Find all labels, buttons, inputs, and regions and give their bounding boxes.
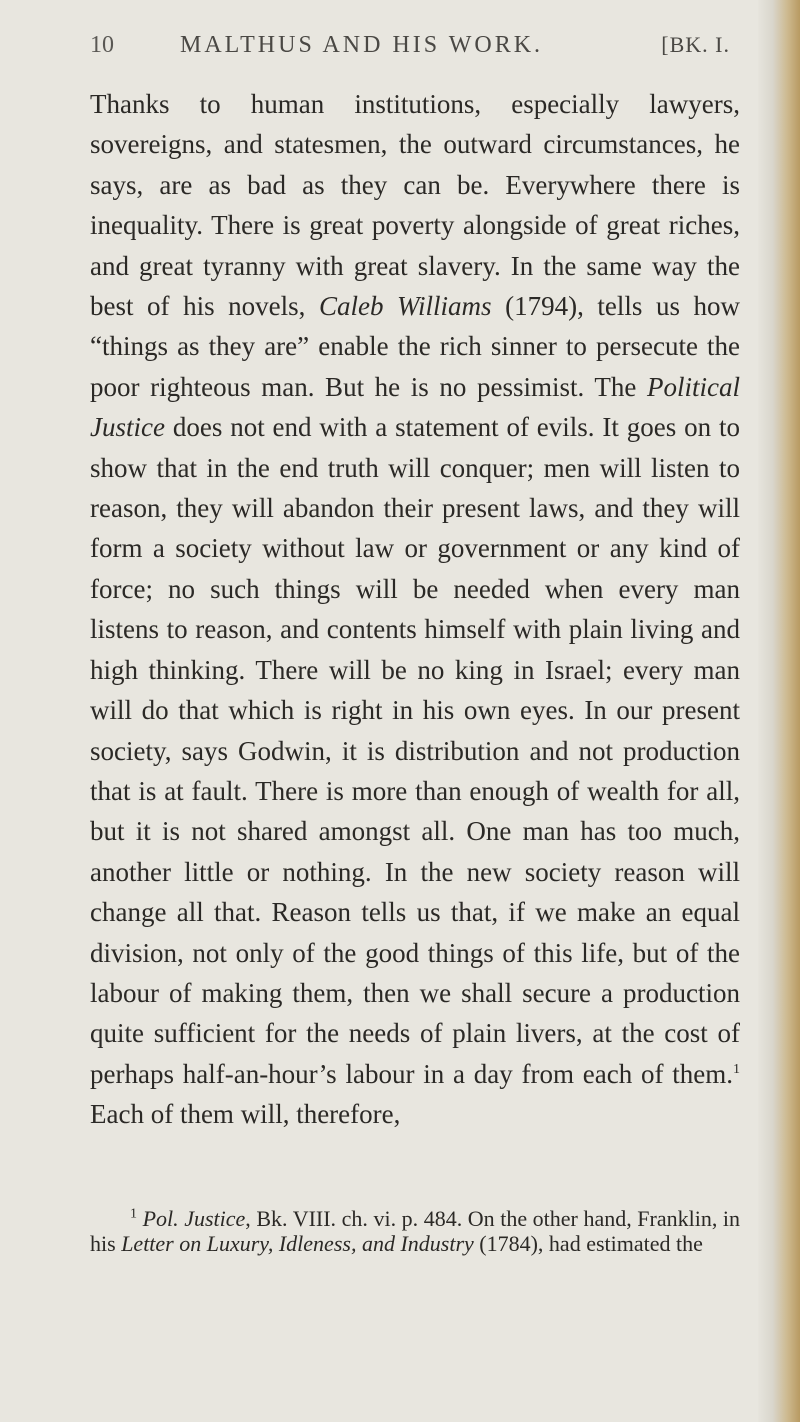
footnote (90, 1206, 740, 1256)
body-text-part: (1794), tells us how “things as they are” enable the rich sinner to persecute the poor righteous man. But he is no pessimist. The (90, 291, 741, 402)
body-text-part: does not end with a statement of evils. It goes on to show that in the end truth will conquer; men will listen to reason, they will abandon their present laws, and they will form a society without law or government or any kind of force; no such things will be needed when every man listens to reason, and contents himself with plain living and high thinking. There will be no king in Israel; every man will do that which is right in his own eyes. In our present society, says Godwin, it is distribution and not production that is at fault. There is more than enough of wealth for all, but it is not shared amongst all. One man has too much, another little or nothing. In the new society reason will change all that. Reason tells us that, if we make an equal division, not only of the good things of this life, but of the labour of making them, then we shall secure a production quite sufficient for the needs of plain livers, at the cost of perhaps half-an-hour’s labour in a day from each of them. (90, 412, 740, 1089)
body-paragraph (90, 84, 740, 1135)
footnote-reference: 1 (733, 1061, 740, 1077)
body-text-part: Each of them will, therefore, (90, 1099, 401, 1130)
page-number: 10 (90, 32, 114, 58)
page-edge (758, 0, 800, 1422)
book-reference: [BK. I. (661, 32, 730, 57)
footnote-text-part: (1784), had estimated the (473, 1231, 703, 1256)
running-title: MALTHUS AND HIS WORK. (180, 32, 544, 58)
italic-title-caleb-williams: Caleb Williams (318, 291, 492, 322)
italic-footnote-letter-title: Letter on Luxury, Idleness, and Industry (121, 1231, 474, 1256)
italic-footnote-title: Pol. Justice (142, 1206, 246, 1231)
footnote-text-part: , Bk. VIII. ch. vi. p. 484. On the other hand, Franklin, in his (90, 1206, 740, 1256)
italic-title-political-justice: Political Justice (90, 371, 740, 443)
footnote-marker: 1 (130, 1206, 137, 1222)
body-text-part: Thanks to human institutions, especially lawyers, sovereigns, and statesmen, the outward circumstances, he says, are as bad as they can be. Everywhere there is inequality. There is great poverty alongside of great riches, and great tyranny with great slavery. In the same way the best of his novels, (90, 89, 740, 322)
running-header (90, 32, 730, 66)
